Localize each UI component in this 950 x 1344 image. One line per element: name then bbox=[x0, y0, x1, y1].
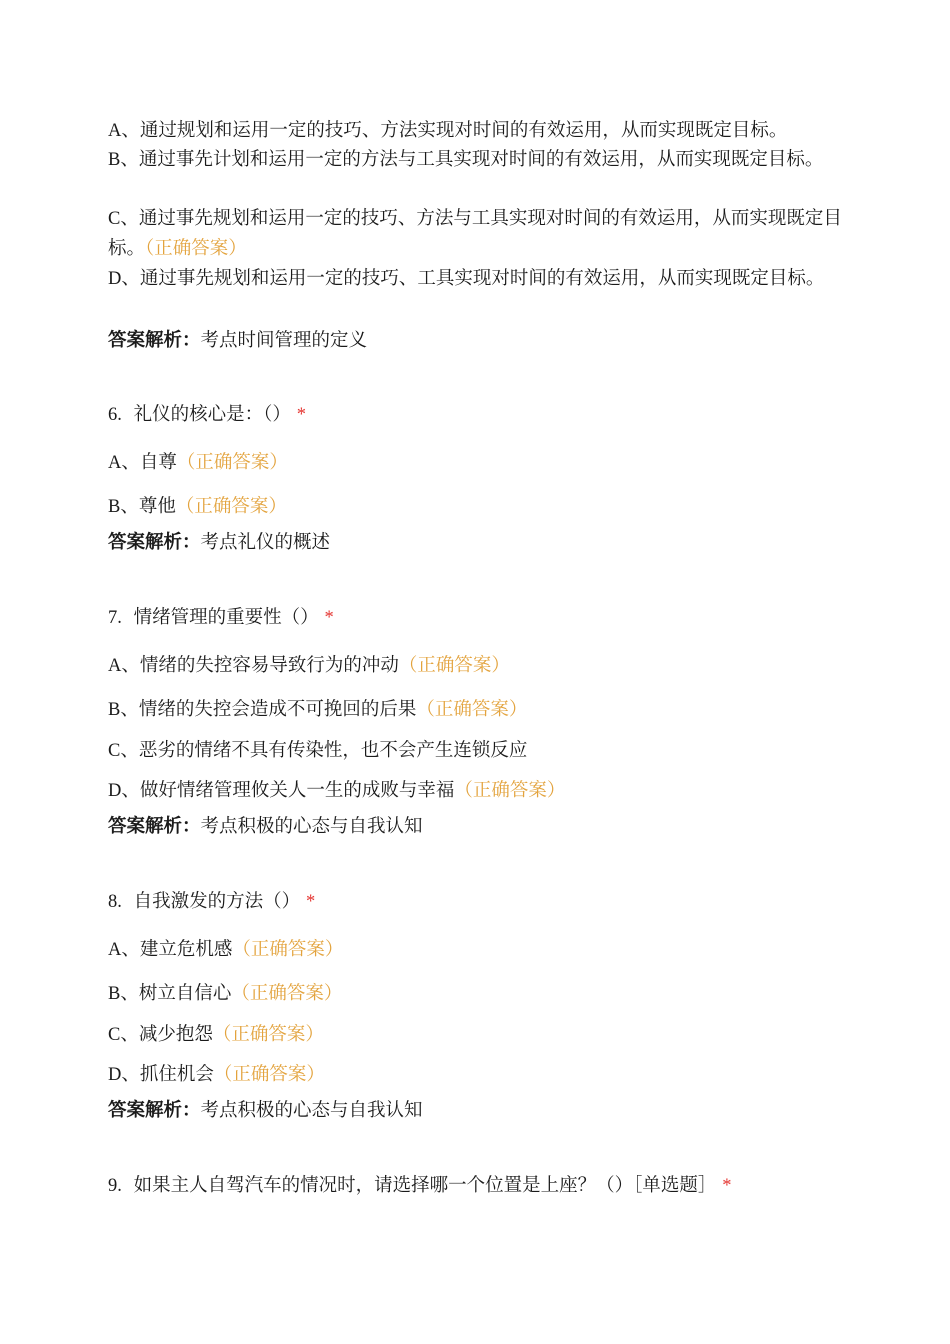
q5-option-d: D、通过事先规划和运用一定的技巧、工具实现对时间的有效运用，从而实现既定目标。 bbox=[108, 268, 825, 289]
q5-option-c: C、通过事先规划和运用一定的技巧、方法与工具实现对时间的有效运用，从而实现既定目标。（正确答案） bbox=[108, 208, 842, 259]
q7-option-b: B、情绪的失控会造成不可挽回的后果（正确答案） bbox=[108, 699, 528, 720]
correct-answer-tag: （正确答案） bbox=[175, 496, 287, 517]
analysis-label: 答案解析： bbox=[108, 532, 201, 553]
correct-answer-tag: （正确答案） bbox=[232, 939, 344, 960]
q7-title: 7. 情绪管理的重要性（） * bbox=[108, 607, 334, 628]
q7-analysis: 答案解析：考点积极的心态与自我认知 bbox=[108, 816, 423, 837]
q7-option-a: A、情绪的失控容易导致行为的冲动（正确答案） bbox=[108, 655, 510, 676]
q7-option-d: D、做好情绪管理攸关人一生的成败与幸福（正确答案） bbox=[108, 780, 566, 801]
q8-title: 8. 自我激发的方法（） * bbox=[108, 891, 316, 912]
q5-option-a: A、通过规划和运用一定的技巧、方法实现对时间的有效运用，从而实现既定目标。 bbox=[108, 120, 788, 141]
required-mark: * bbox=[722, 1176, 732, 1196]
correct-answer-tag: （正确答案） bbox=[212, 1024, 324, 1045]
q6-analysis: 答案解析：考点礼仪的概述 bbox=[108, 532, 331, 553]
q6-title: 6. 礼仪的核心是：（） * bbox=[108, 404, 307, 425]
analysis-label: 答案解析： bbox=[108, 330, 201, 351]
q8-option-b: B、树立自信心（正确答案） bbox=[108, 983, 343, 1004]
q8-analysis: 答案解析：考点积极的心态与自我认知 bbox=[108, 1100, 423, 1121]
analysis-label: 答案解析： bbox=[108, 816, 201, 837]
correct-answer-tag: （正确答案） bbox=[145, 238, 247, 259]
correct-answer-tag: （正确答案） bbox=[398, 655, 510, 676]
q9-title: 9. 如果主人自驾汽车的情况时，请选择哪一个位置是上座？（）［单选题］ * bbox=[108, 1175, 732, 1196]
required-mark: * bbox=[296, 405, 307, 425]
q6-option-b: B、尊他（正确答案） bbox=[108, 496, 287, 517]
correct-answer-tag: （正确答案） bbox=[213, 1064, 325, 1085]
q5-option-b: B、通过事先计划和运用一定的方法与工具实现对时间的有效运用，从而实现既定目标。 bbox=[108, 149, 824, 170]
q8-option-c: C、减少抱怨（正确答案） bbox=[108, 1024, 324, 1045]
q7-option-c: C、恶劣的情绪不具有传染性，也不会产生连锁反应 bbox=[108, 740, 528, 761]
correct-answer-tag: （正确答案） bbox=[176, 452, 288, 473]
q8-option-d: D、抓住机会（正确答案） bbox=[108, 1064, 325, 1085]
required-mark: * bbox=[306, 892, 316, 912]
correct-answer-tag: （正确答案） bbox=[416, 699, 528, 720]
analysis-label: 答案解析： bbox=[108, 1100, 201, 1121]
correct-answer-tag: （正确答案） bbox=[454, 780, 566, 801]
q5-analysis: 答案解析：考点时间管理的定义 bbox=[108, 330, 368, 351]
q8-option-a: A、建立危机感（正确答案） bbox=[108, 939, 344, 960]
correct-answer-tag: （正确答案） bbox=[231, 983, 343, 1004]
required-mark: * bbox=[324, 608, 334, 628]
q6-option-a: A、自尊（正确答案） bbox=[108, 452, 288, 473]
